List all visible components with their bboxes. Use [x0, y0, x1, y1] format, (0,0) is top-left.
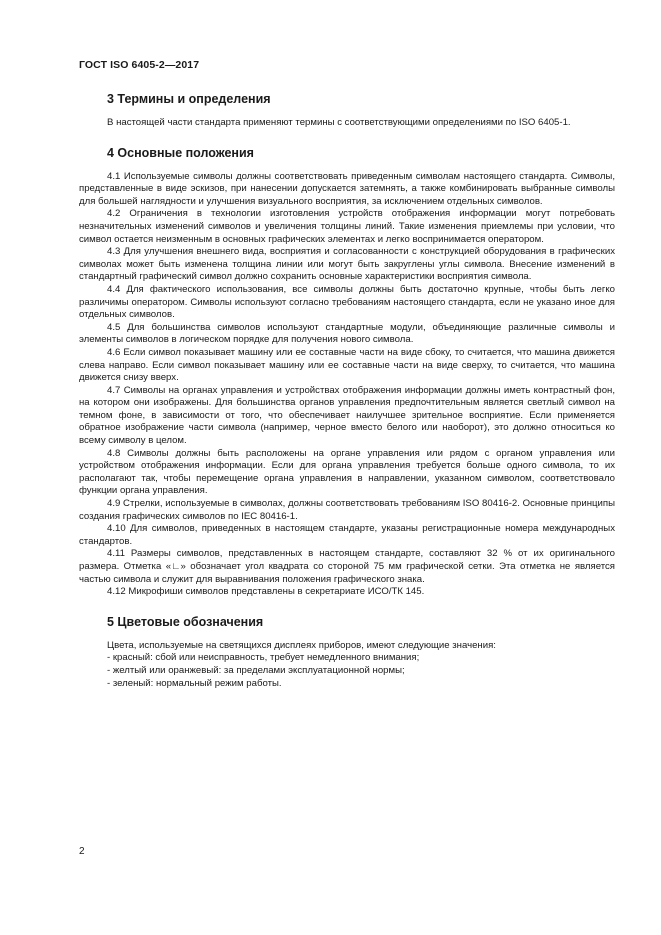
- section-heading: 3 Термины и определения: [107, 92, 271, 106]
- color-list: [79, 652, 615, 690]
- paragraph-4-12: 4.12 Микрофиши символов представлены в секретариате ИСО/ТК 145.: [107, 586, 425, 598]
- list-item: - зеленый: нормальный режим работы.: [107, 677, 282, 689]
- list-item: - желтый или оранжевый: за пределами эксплуатационной нормы;: [107, 664, 405, 676]
- document-header: ГОСТ ISO 6405-2—2017: [79, 59, 200, 71]
- paragraph-4-8: 4.8 Символы должны быть расположены на органе управления или рядом с органом управления или устройством отображения информации. Если для органа управления требуется больше одного символа, то их располагают так, чтобы перемещение органа управления в направлении, указанном символом, соответствовало функции органа управления.: [79, 447, 615, 497]
- page-body: [79, 91, 615, 705]
- paragraph-4-9: 4.9 Стрелки, используемые в символах, должны соответствовать требованиям ISO 80416-2. Основные принципы создания графических символов по IEC 80416-1.: [79, 498, 615, 522]
- paragraph-4-1: 4.1 Используемые символы должны соответствовать приведенным символам настоящего стандарта. Символы, представленные в виде эскизов, при нанесении допускается затемнять, а также комбинировать выбранные символы для большей наглядности и улучшения визуального восприятия, за исключением отдельных символов.: [79, 170, 615, 207]
- paragraph-lead: Цвета, используемые на светящихся дисплеях приборов, имеют следующие значения:: [107, 639, 496, 651]
- paragraph-4-3: 4.3 Для улучшения внешнего вида, восприятия и согласованности с конструкцией оборудования в графических символах может быть изменена толщина линии или могут быть закруглены углы символа. Внесение изменений в стандартный графический символ должно сохранить основные характеристики восприятия символа.: [79, 246, 615, 283]
- list-item: - красный: сбой или неисправность, требует немедленного внимания;: [107, 652, 420, 664]
- paragraph-4-7: 4.7 Символы на органах управления и устройствах отображения информации должны иметь контрастный фон, на котором они изображены. Для большинства органов управления предпочтительным является светлый символ на темном фоне, в зависимости от того, что обеспечивает наилучшее зрительное восприятие. Если применяется обратное изображение части символа (например, черное вместо белого или наоборот), это должно относиться ко всему символу в целом.: [79, 384, 615, 447]
- page-number: 2: [79, 846, 85, 857]
- paragraph-4-6: 4.6 Если символ показывает машину или ее составные части на виде сбоку, то считается, что машина движется слева направо. Если символ показывает машину или ее составные части на виде сверху, то считается, что машина движется снизу вверх.: [79, 346, 615, 384]
- section-heading: 5 Цветовые обозначения: [107, 614, 264, 629]
- section-terms: [79, 91, 615, 130]
- paragraph-4-2: 4.2 Ограничения в технологии изготовления устройств отображения информации могут потребовать незначительных изменений символов и увеличения толщины линий. Такие изменения приемлемы при условии, что символ остается неизменным в основных графических элементах и легко воспринимается оператором.: [79, 208, 615, 245]
- paragraph-4-11: 4.11 Размеры символов, представленных в настоящем стандарте, составляют 32 % от их оригинального размера. Отметка «∟» обозначает угол квадрата со стороной 75 мм графической сетки. Эта отметка не является частью символа и служит для выравнивания положения графического знака.: [79, 548, 615, 585]
- paragraph-4-4: 4.4 Для фактического использования, все символы должны быть достаточно крупные, чтобы быть легко различимы оператором. Символы используют согласно требованиям настоящего стандарта, если не указано иное для отдельных символов.: [79, 283, 615, 321]
- section-color-codes: [79, 614, 615, 690]
- paragraph: В настоящей части стандарта применяют термины с соответствующими определениями по ISO 6405-1.: [107, 117, 571, 128]
- section-general-provisions: [79, 145, 615, 599]
- paragraph-4-5: 4.5 Для большинства символов используют стандартные модули, объединяющие различные символы и элементы символов в логическом порядке для получения нового символа.: [79, 321, 615, 346]
- section-heading: 4 Основные положения: [107, 145, 254, 160]
- paragraph-4-10: 4.10 Для символов, приведенных в настоящем стандарте, указаны регистрационные номера международных стандартов.: [79, 523, 615, 547]
